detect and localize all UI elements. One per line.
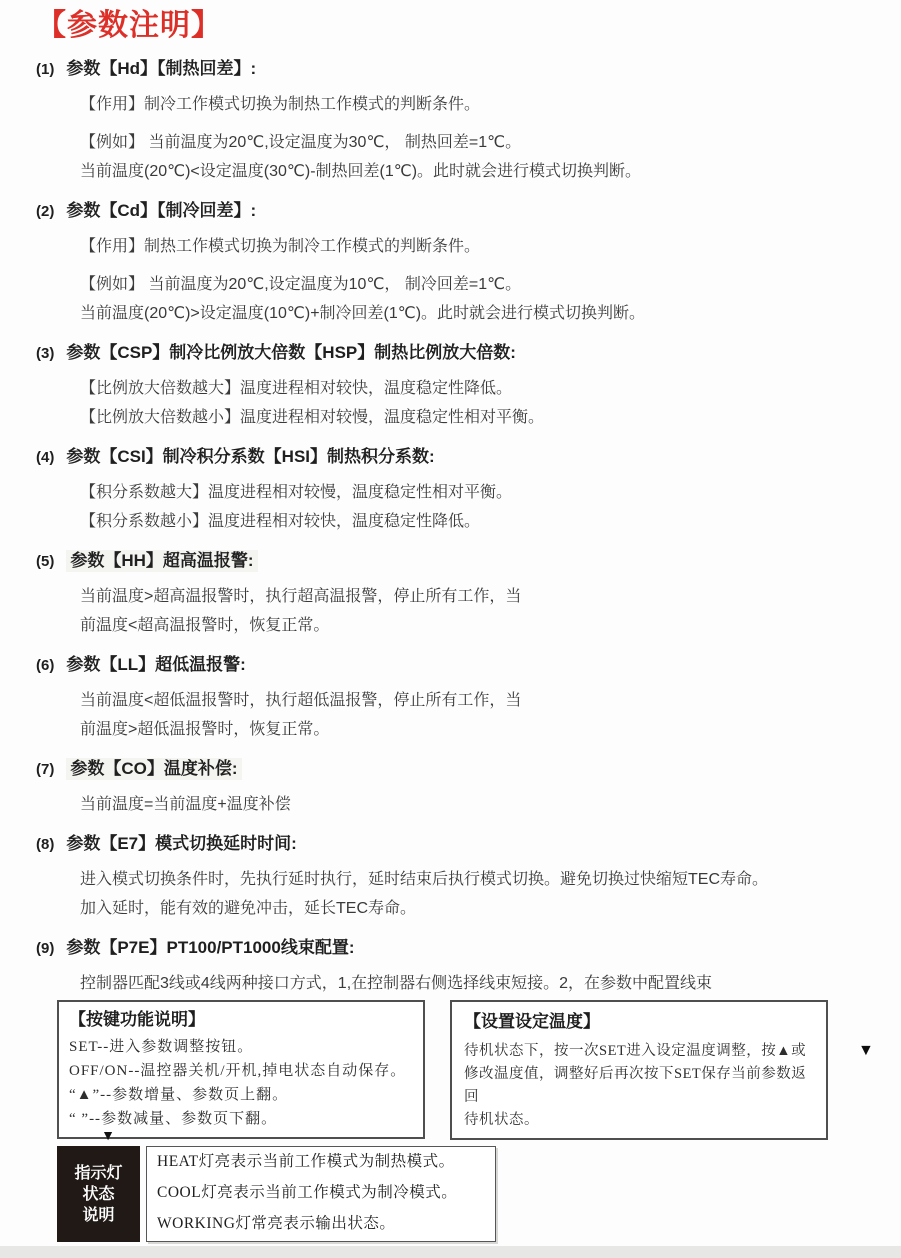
body-line: 当前温度<超低温报警时，执行超低温报警，停止所有工作，当: [80, 692, 522, 709]
paragraph: [80, 232, 901, 261]
box-line: “▲”--参数增量、参数页上翻。: [69, 1087, 289, 1103]
indicator-line: HEAT灯亮表示当前工作模式为制热模式。: [157, 1153, 455, 1170]
indicator-line: WORKING灯常亮表示输出状态。: [157, 1215, 396, 1232]
section-header: [36, 550, 901, 573]
paragraph: [80, 582, 901, 640]
page-title: 【参数注明】: [36, 9, 222, 42]
section: [36, 758, 901, 819]
section-heading: 参数【Cd】【制冷回差】:: [66, 201, 257, 220]
section-heading: 参数【Hd】【制热回差】:: [66, 59, 257, 78]
box-line-prefix: “ ”--: [69, 1111, 102, 1127]
section: [36, 550, 901, 640]
section: [36, 58, 901, 186]
body-line: 前温度>超低温报警时，恢复正常。: [80, 721, 330, 738]
box-line: 待机状态下，按一次SET进入设定温度调整，按▲或: [464, 1043, 807, 1059]
body-line: 控制器匹配3线或4线两种接口方式，1,在控制器右侧选择线束短接。2，在参数中配置线束: [80, 975, 713, 992]
body-line: 加入延时，能有效的避免冲击，延长TEC寿命。: [80, 900, 417, 917]
paragraph: [80, 270, 901, 328]
indicator-status-label: [57, 1146, 140, 1242]
paragraph: [80, 90, 901, 119]
section: [36, 937, 901, 998]
indicator-label-line: 状态: [82, 1185, 115, 1203]
body-line: 【比例放大倍数越大】温度进程相对较快，温度稳定性降低。: [80, 380, 513, 397]
section-number: (8): [36, 836, 55, 853]
body-line: 当前温度>超高温报警时，执行超高温报警，停止所有工作，当: [80, 588, 522, 605]
paragraph: [80, 478, 901, 536]
body-line: 进入模式切换条件时，先执行延时执行，延时结束后执行模式切换。避免切换过快缩短TEC寿命。: [80, 871, 769, 888]
section-header: [36, 446, 901, 469]
paragraph: [80, 374, 901, 432]
section: [36, 446, 901, 536]
body-line: 【积分系数越小】温度进程相对较快，温度稳定性降低。: [80, 513, 481, 530]
paragraph: [80, 128, 901, 186]
box-line: 待机状态。: [464, 1112, 539, 1128]
section: [36, 833, 901, 923]
paragraph: [80, 686, 901, 744]
key-functions-box: [57, 1000, 425, 1144]
section-number: (1): [36, 61, 55, 78]
section-header: [36, 937, 901, 960]
set-temperature-box: [450, 1000, 828, 1140]
body-line: 【积分系数越大】温度进程相对较慢，温度稳定性相对平衡。: [80, 484, 513, 501]
box-line: SET--进入参数调整按钮。: [69, 1039, 254, 1055]
section-number: (3): [36, 345, 55, 362]
section-number: (4): [36, 449, 55, 466]
body-line: 当前温度(20℃)<设定温度(30℃)-制热回差(1℃)。此时就会进行模式切换判断。: [80, 163, 642, 180]
section-heading: 参数【HH】超高温报警:: [66, 550, 257, 572]
indicator-label-line: 说明: [82, 1206, 115, 1224]
section-heading: 参数【P7E】PT100/PT1000线束配置:: [66, 938, 355, 957]
section-header: [36, 58, 901, 81]
section: [36, 342, 901, 432]
paragraph: [80, 790, 901, 819]
section-header: [36, 833, 901, 856]
body-line: 【例如】 当前温度为20℃,设定温度为10℃， 制冷回差=1℃。: [80, 276, 522, 293]
indicator-status-row: [57, 1146, 901, 1242]
body-line: 【例如】 当前温度为20℃,设定温度为30℃， 制热回差=1℃。: [80, 134, 522, 151]
section-number: (9): [36, 940, 55, 957]
indicator-status-box: [146, 1146, 496, 1242]
section-number: (2): [36, 203, 55, 220]
down-triangle-icon: ▼: [858, 1042, 874, 1059]
section-header: [36, 654, 901, 677]
box-line: OFF/ON--温控器关机/开机,掉电状态自动保存。: [69, 1063, 407, 1079]
section-heading: 参数【LL】超低温报警:: [66, 655, 246, 674]
body-line: 前温度<超高温报警时，恢复正常。: [80, 617, 330, 634]
body-line: 【作用】制热工作模式切换为制冷工作模式的判断条件。: [80, 238, 481, 255]
section-header: [36, 342, 901, 365]
box-line: “ ”-- ▼ 参数减量、参数页下翻。: [69, 1111, 278, 1144]
box-line-rest: 参数减量、参数页下翻。: [101, 1111, 278, 1127]
body-line: 【比例放大倍数越小】温度进程相对较慢，温度稳定性相对平衡。: [80, 409, 545, 426]
info-boxes-row: [57, 1000, 901, 1144]
section: [36, 654, 901, 744]
section-header: [36, 758, 901, 781]
box-title: 【按键功能说明】: [69, 1010, 205, 1029]
section-heading: 参数【CSI】制冷积分系数【HSI】制热积分系数:: [66, 447, 435, 466]
section-header: [36, 200, 901, 223]
body-line: 当前温度(20℃)>设定温度(10℃)+制冷回差(1℃)。此时就会进行模式切换判断。: [80, 305, 646, 322]
indicator-label-line: 指示灯: [74, 1164, 123, 1182]
section-number: (5): [36, 553, 55, 570]
body-line: 当前温度=当前温度+温度补偿: [80, 796, 291, 813]
paragraph: [80, 865, 901, 923]
box-title: 【设置设定温度】: [464, 1012, 600, 1031]
body-line: 【作用】制冷工作模式切换为制热工作模式的判断条件。: [80, 96, 481, 113]
section-heading: 参数【CSP】制冷比例放大倍数【HSP】制热比例放大倍数:: [66, 343, 516, 362]
section-number: (6): [36, 657, 55, 674]
section: [36, 200, 901, 328]
section-heading: 参数【E7】模式切换延时时间:: [66, 834, 297, 853]
section-heading: 参数【CO】温度补偿:: [66, 758, 241, 780]
paragraph: [80, 969, 901, 998]
section-number: (7): [36, 761, 55, 778]
indicator-line: COOL灯亮表示当前工作模式为制冷模式。: [157, 1184, 458, 1201]
bottom-gray-bar: [0, 1246, 901, 1258]
box-line: 修改温度值，调整好后再次按下SET保存当前参数返回: [464, 1066, 807, 1105]
